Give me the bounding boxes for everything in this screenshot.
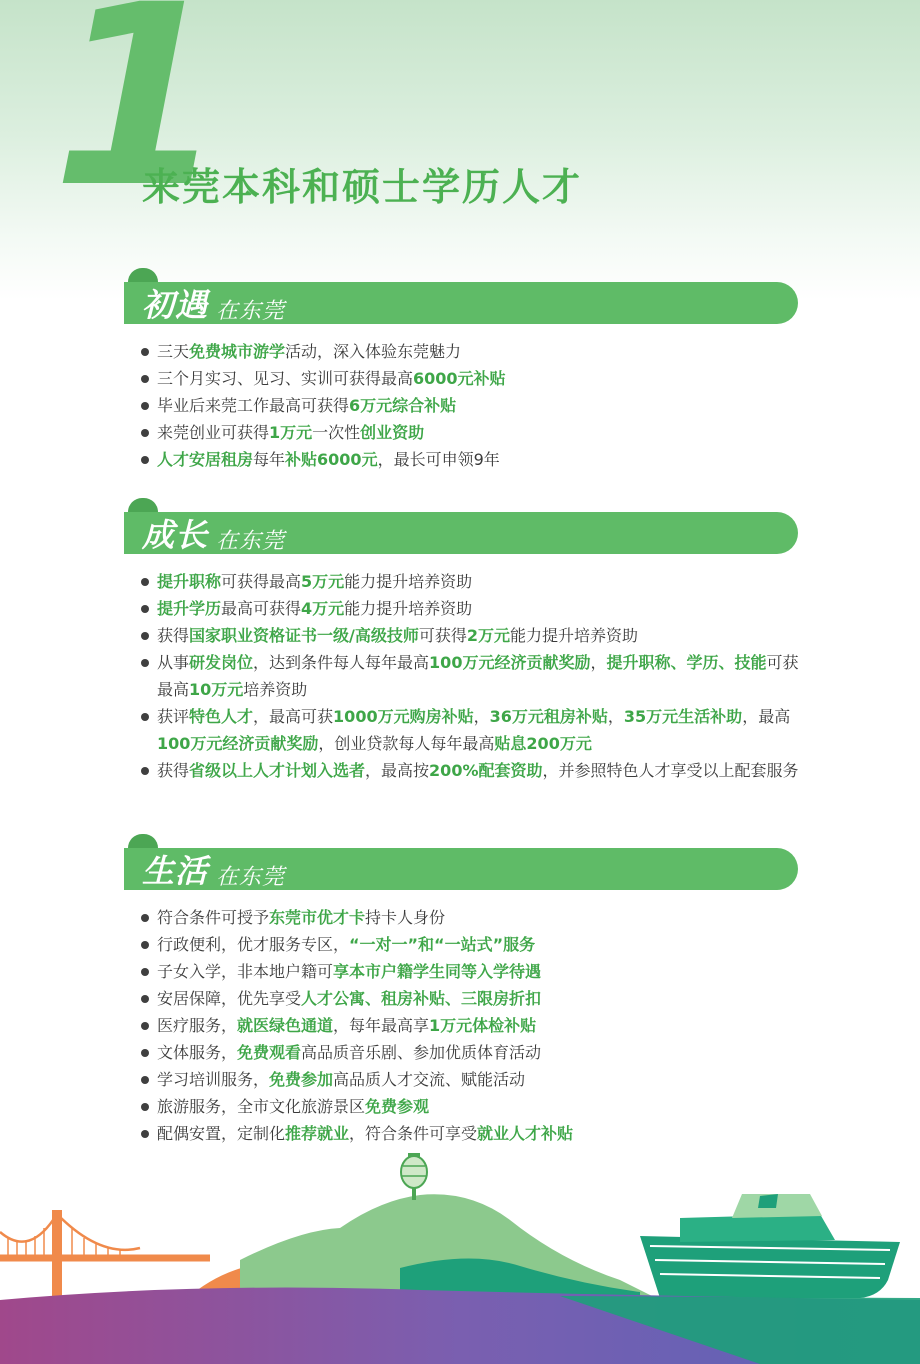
highlight-text: 特色人才 (189, 707, 254, 726)
body-text: 子女入学，非本地户籍可 (157, 962, 334, 981)
list-item (140, 622, 800, 649)
highlight-text: 创业资助 (360, 423, 425, 442)
list-item (140, 1093, 800, 1120)
highlight-text: 1万元体检补贴 (429, 1016, 537, 1035)
list-item (140, 904, 800, 931)
body-text: 能力提升培养资助 (344, 599, 473, 618)
body-text: 高品质音乐剧、参加优质体育活动 (301, 1043, 542, 1062)
body-text: 获评 (157, 707, 190, 726)
list-item (140, 1066, 800, 1093)
body-text: ，最长可申领9年 (377, 450, 500, 469)
page-title: 来莞本科和硕士学历人才 (142, 165, 583, 209)
ship-illustration (640, 1194, 900, 1298)
section-subtitle: 在东莞 (216, 529, 286, 554)
body-text: 医疗服务， (157, 1016, 238, 1035)
list-item (140, 595, 800, 622)
body-text: 能力提升培养资助 (344, 572, 473, 591)
list-item (140, 985, 800, 1012)
section-title: 成长 (142, 516, 209, 554)
body-text: 安居保障，优先享受 (157, 989, 302, 1008)
body-text: 毕业后来莞工作最高可获得 (157, 396, 350, 415)
section-subtitle: 在东莞 (216, 299, 286, 324)
highlight-text: 国家职业资格证书一级/高级技师 (189, 626, 419, 645)
list-item (140, 419, 800, 446)
highlight-text: 贴息200万元 (494, 734, 592, 753)
list-item (140, 757, 800, 784)
pagoda-tower-illustration (401, 1153, 427, 1200)
body-text: ，符合条件可享受 (349, 1124, 478, 1143)
list-item (140, 1120, 800, 1147)
list-item (140, 568, 800, 595)
highlight-text: 1000万元购房补贴 (333, 707, 474, 726)
body-text: ， (590, 653, 607, 672)
section-number: 1 (52, 0, 220, 242)
body-text: 来莞创业可获得 (157, 423, 270, 442)
highlight-text: 200%配套资助 (429, 761, 543, 780)
body-text: 高品质人才交流、赋能活动 (333, 1070, 526, 1089)
highlight-text: 100万元经济贡献奖励 (157, 734, 319, 753)
body-text: 一次性 (312, 423, 361, 442)
list-item (140, 931, 800, 958)
body-text: 活动，深入体验东莞魅力 (285, 342, 462, 361)
body-text: 行政便利，优才服务专区， (157, 935, 350, 954)
highlight-text: 推荐就业 (285, 1124, 350, 1143)
body-text: 获得 (157, 626, 190, 645)
section-title: 生活 (142, 852, 209, 890)
body-text: 学习培训服务， (157, 1070, 270, 1089)
body-text: 培养资助 (243, 680, 308, 699)
highlight-text: “一对一”和“一站式”服务 (349, 935, 536, 954)
highlight-text: 补贴6000元 (285, 450, 378, 469)
body-text: 持卡人身份 (365, 908, 446, 927)
highlight-text: 就业人才补贴 (477, 1124, 574, 1143)
body-text: 每年 (253, 450, 286, 469)
list-item (140, 338, 800, 365)
list-item (140, 392, 800, 419)
list-item (140, 649, 800, 703)
highlight-text: 10万元 (189, 680, 244, 699)
bullet-list-1 (140, 338, 800, 473)
highlight-text: 提升职称 (157, 572, 222, 591)
highlight-text: 免费参加 (269, 1070, 334, 1089)
highlight-text: 提升职称、学历、技能 (606, 653, 767, 672)
list-item (140, 958, 800, 985)
body-text: 从事 (157, 653, 190, 672)
highlight-text: 2万元 (466, 626, 511, 645)
highlight-text: 省级以上人才计划入选者 (189, 761, 366, 780)
highlight-text: 6万元综合补贴 (349, 396, 457, 415)
body-text: 可获得最高 (221, 572, 302, 591)
body-text: 可获得 (418, 626, 467, 645)
highlight-text: 免费参观 (365, 1097, 430, 1116)
bullet-list-3 (140, 904, 800, 1147)
body-text: 旅游服务，全市文化旅游景区 (157, 1097, 366, 1116)
highlight-text: 35万元生活补助 (623, 707, 743, 726)
body-text: ，最高可获 (253, 707, 334, 726)
body-text: ， (607, 707, 624, 726)
highlight-text: 1万元 (269, 423, 313, 442)
body-text: ， (473, 707, 490, 726)
body-text: 文体服务， (157, 1043, 238, 1062)
body-text: ，达到条件每人每年最高 (253, 653, 430, 672)
body-text: 三天 (157, 342, 190, 361)
section-title: 初遇 (142, 286, 209, 324)
highlight-text: 东莞市优才卡 (269, 908, 366, 927)
bullet-list-2 (140, 568, 800, 784)
list-item (140, 1012, 800, 1039)
highlight-text: 4万元 (301, 599, 345, 618)
city-landscape-illustration (0, 1150, 920, 1364)
highlight-text: 研发岗位 (189, 653, 254, 672)
body-text: ，最高按 (365, 761, 430, 780)
highlight-text: 36万元租房补贴 (489, 707, 608, 726)
list-item (140, 1039, 800, 1066)
section-header-1 (124, 282, 798, 324)
body-text: 符合条件可授予 (157, 908, 270, 927)
highlight-text: 6000元补贴 (413, 369, 506, 388)
section-header-2 (124, 512, 798, 554)
body-text: 可获最高 (157, 653, 799, 699)
body-text: 最高可获得 (221, 599, 302, 618)
body-text: ，并参照特色人才享受以上配套服务 (542, 761, 799, 780)
body-text: ，每年最高享 (333, 1016, 430, 1035)
highlight-text: 就医绿色通道 (237, 1016, 334, 1035)
body-text: ，最高 (742, 707, 791, 726)
highlight-text: 提升学历 (157, 599, 222, 618)
highlight-text: 免费观看 (237, 1043, 302, 1062)
highlight-text: 人才公寓、租房补贴、三限房折扣 (301, 989, 542, 1008)
highlight-text: 100万元经济贡献奖励 (429, 653, 591, 672)
section-subtitle: 在东莞 (216, 865, 286, 890)
list-item (140, 703, 800, 757)
list-item (140, 446, 800, 473)
body-text: ，创业贷款每人每年最高 (318, 734, 495, 753)
highlight-text: 免费城市游学 (189, 342, 286, 361)
highlight-text: 享本市户籍学生同等入学待遇 (333, 962, 542, 981)
body-text: 能力提升培养资助 (510, 626, 639, 645)
list-item (140, 365, 800, 392)
highlight-text: 人才安居租房 (157, 450, 254, 469)
body-text: 三个月实习、见习、实训可获得最高 (157, 369, 414, 388)
section-header-3 (124, 848, 798, 890)
body-text: 获得 (157, 761, 190, 780)
body-text: 配偶安置，定制化 (157, 1124, 286, 1143)
highlight-text: 5万元 (301, 572, 345, 591)
